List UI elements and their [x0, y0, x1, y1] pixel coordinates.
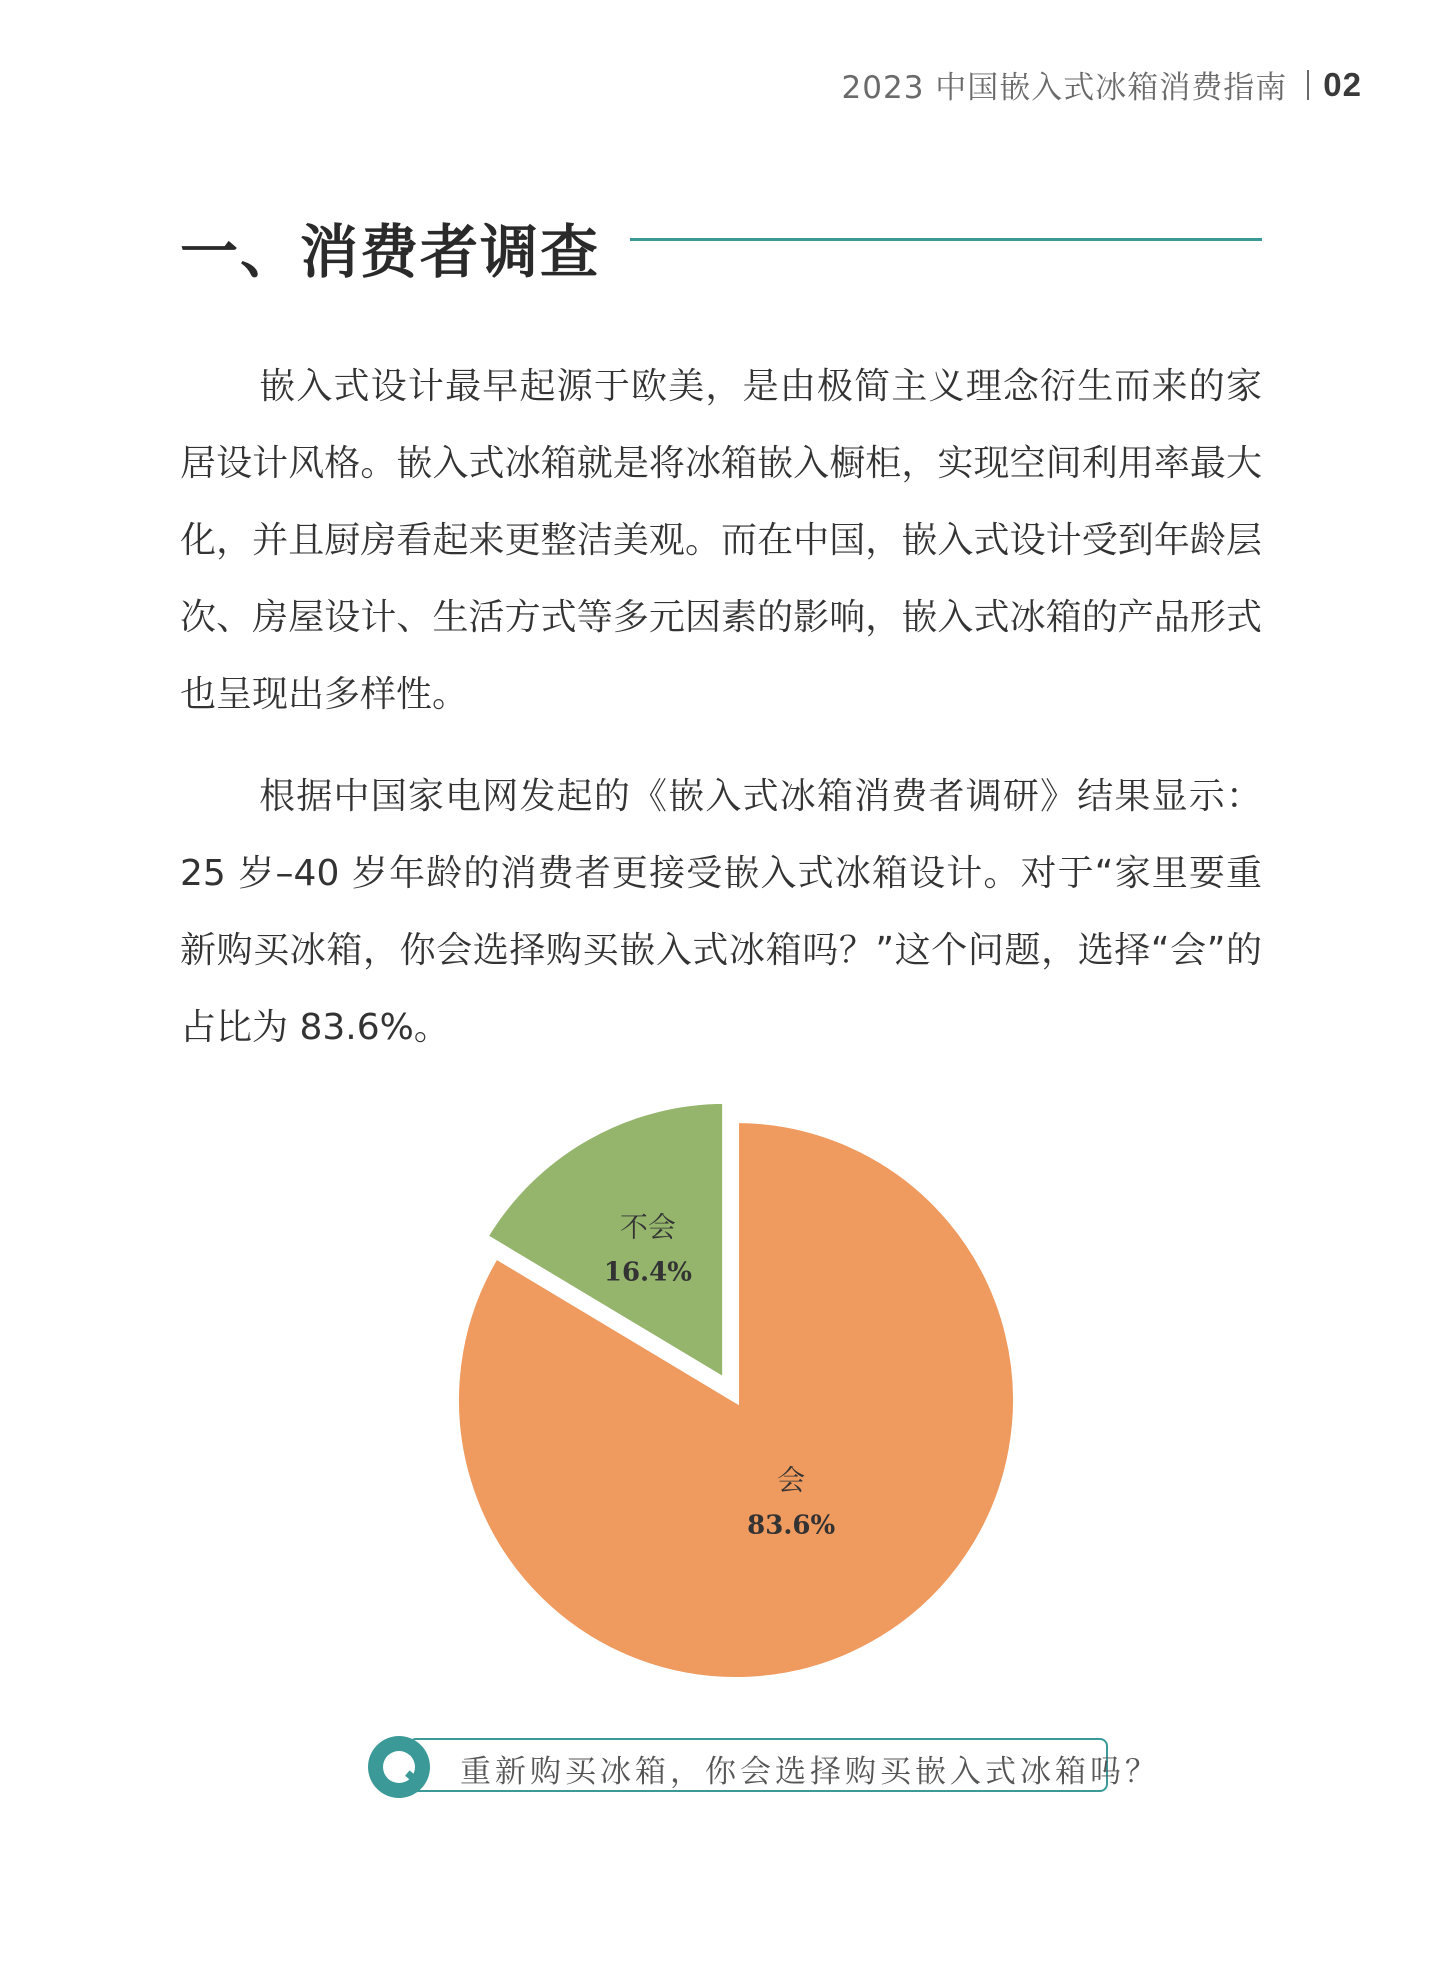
question-text: 重新购买冰箱，你会选择购买嵌入式冰箱吗？: [460, 1754, 1160, 1790]
pie-label-category: 不会: [619, 1210, 676, 1244]
pie-label-value: 83.6%: [747, 1510, 836, 1541]
question-caption: [368, 1736, 1160, 1796]
question-mark-icon: [368, 1736, 430, 1798]
pie-label-value: 16.4%: [603, 1257, 692, 1288]
document-title: 2023 中国嵌入式冰箱消费指南: [841, 70, 1288, 106]
page-header: [842, 62, 1362, 107]
page-number: 02: [1323, 65, 1362, 103]
body-paragraph-1-text: 嵌入式设计最早起源于欧美，是由极简主义理念衍生而来的家居设计风格。嵌入式冰箱就是将冰箱嵌入橱柜，实现空间利用率最大化，并且厨房看起来更整洁美观。而在中国，嵌入式设计受到年龄层次、房屋设计、生活方式等多元因素的影响，嵌入式冰箱的产品形式也呈现出多样性。: [180, 366, 1262, 715]
body-paragraph-1: [180, 348, 1262, 733]
title-divider-line: [630, 238, 1262, 241]
pie-chart: [420, 1080, 1060, 1700]
pie-chart-svg: [420, 1080, 1060, 1700]
header-divider: [1307, 70, 1309, 100]
body-paragraph-2-text: 根据中国家电网发起的《嵌入式冰箱消费者调研》结果显示：25 岁–40 岁年龄的消费者更接受嵌入式冰箱设计。对于“家里要重新购买冰箱，你会选择购买嵌入式冰箱吗？”这个问题，选择“会”的占比为 83.6%。: [180, 776, 1262, 1048]
body-paragraph-2: [180, 758, 1262, 1066]
section-title: 一、消费者调查: [180, 218, 601, 286]
pie-label-category: 会: [777, 1463, 806, 1497]
